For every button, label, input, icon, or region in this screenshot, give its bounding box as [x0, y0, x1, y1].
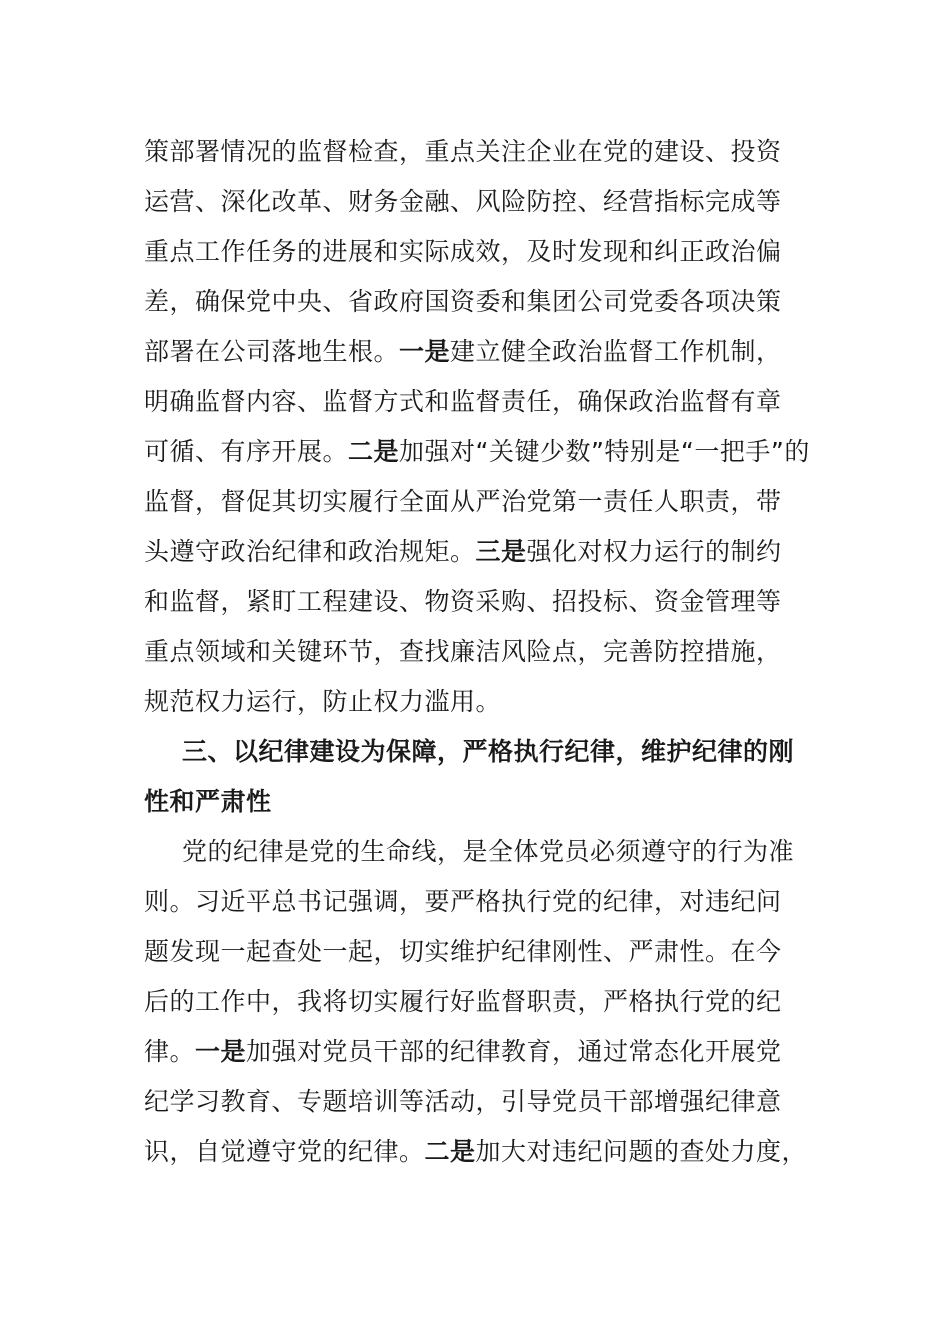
text-segment: 加大对违纪问题的查处力度， [475, 1137, 808, 1166]
paragraph-supervision [144, 127, 834, 727]
text-line [144, 1127, 834, 1177]
text-line: 纪学习教育、专题培训等活动，引导党员干部增强纪律意 [144, 1087, 782, 1116]
bold-marker: 一是 [399, 337, 451, 366]
text-segment: 识，自觉遵守党的纪律。 [144, 1137, 425, 1166]
text-segment: 部署在公司落地生根。 [144, 337, 400, 366]
text-line: 差，确保党中央、省政府国资委和集团公司党委各项决策 [144, 287, 782, 316]
heading-line: 三、以纪律建设为保障，严格执行纪律，维护纪律的刚 [182, 737, 795, 766]
text-line [144, 327, 834, 377]
text-segment: 律。 [144, 1037, 196, 1066]
bold-marker: 二是 [424, 1137, 476, 1166]
text-line [144, 527, 834, 577]
document-body [144, 127, 834, 1177]
bold-marker: 二是 [348, 437, 400, 466]
paragraph-discipline [144, 827, 834, 1177]
text-line: 和监督，紧盯工程建设、物资采购、招投标、资金管理等 [144, 587, 782, 616]
text-line [144, 1027, 834, 1077]
text-line: 重点领域和关键环节，查找廉洁风险点，完善防控措施， [144, 637, 782, 666]
bold-marker: 一是 [195, 1037, 247, 1066]
text-line [144, 427, 834, 477]
text-segment: 加强对党员干部的纪律教育，通过常态化开展党 [246, 1037, 782, 1066]
text-line: 重点工作任务的进展和实际成效，及时发现和纠正政治偏 [144, 237, 782, 266]
text-line: 题发现一起查处一起，切实维护纪律刚性、严肃性。在今 [144, 937, 782, 966]
text-segment: 加强对“关键少数”特别是“一把手”的 [399, 437, 810, 466]
text-segment: 建立健全政治监督工作机制， [450, 337, 782, 366]
text-line: 规范权力运行，防止权力滥用。 [144, 687, 502, 716]
text-line: 策部署情况的监督检查，重点关注企业在党的建设、投资 [144, 137, 782, 166]
text-line: 监督，督促其切实履行全面从严治党第一责任人职责，带 [144, 487, 782, 516]
text-segment: 强化对权力运行的制约 [526, 537, 782, 566]
text-line: 党的纪律是党的生命线，是全体党员必须遵守的行为准 [182, 837, 795, 866]
text-line: 明确监督内容、监督方式和监督责任，确保政治监督有章 [144, 387, 782, 416]
text-line: 后的工作中，我将切实履行好监督职责，严格执行党的纪 [144, 987, 782, 1016]
bold-marker: 三是 [475, 537, 527, 566]
text-segment: 头遵守政治纪律和政治规矩。 [144, 537, 476, 566]
text-line: 运营、深化改革、财务金融、风险防控、经营指标完成等 [144, 187, 782, 216]
section-heading [144, 727, 834, 827]
heading-line: 性和严肃性 [144, 787, 272, 816]
text-segment: 可循、有序开展。 [144, 437, 349, 466]
text-line: 则。习近平总书记强调，要严格执行党的纪律，对违纪问 [144, 887, 782, 916]
